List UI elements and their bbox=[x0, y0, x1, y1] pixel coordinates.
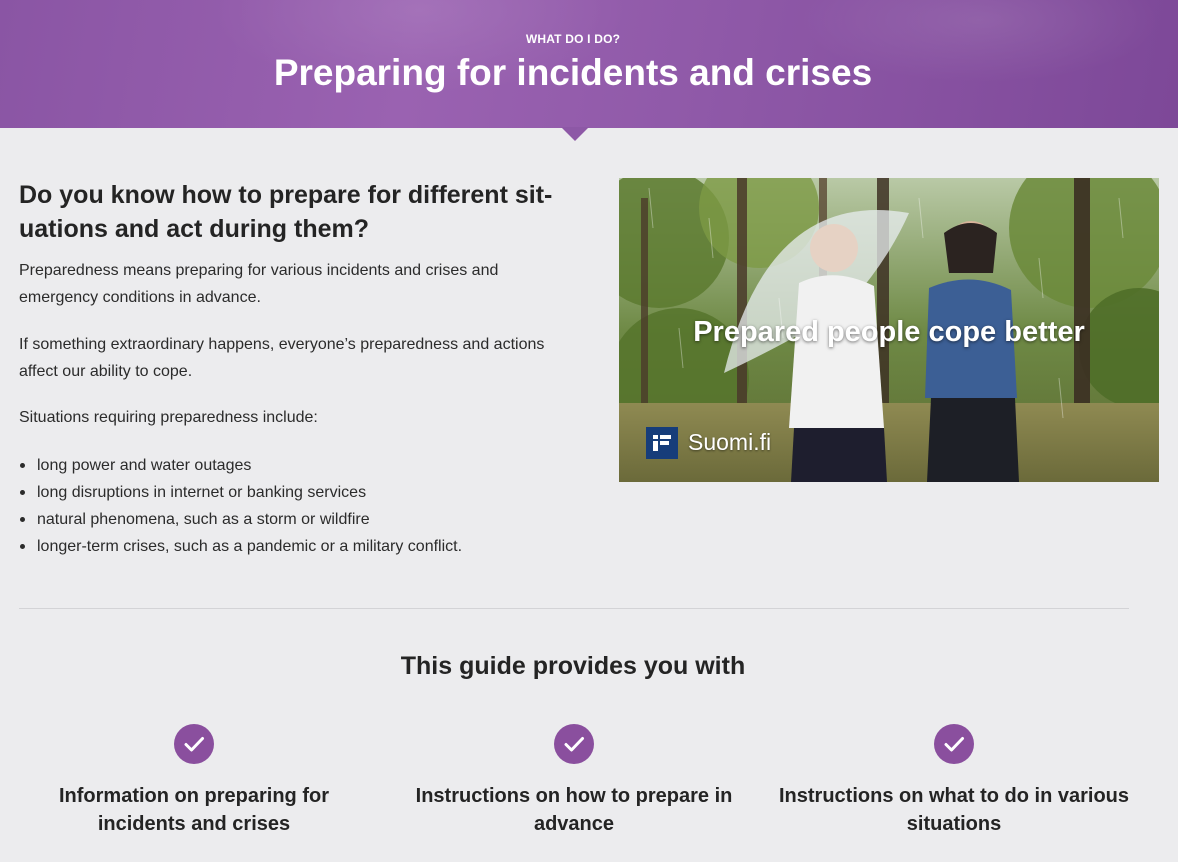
guide-item-text: Information on preparing for incidents and crises bbox=[59, 785, 329, 835]
hero-notch bbox=[561, 127, 589, 141]
list-item: long disruptions in internet or banking services bbox=[19, 479, 579, 506]
video-caption: Prepared people cope better bbox=[693, 316, 1085, 348]
guide-item-text: Instructions on how to prepare in advance bbox=[415, 785, 733, 835]
hero-eyebrow: WHAT DO I DO? bbox=[525, 32, 621, 46]
guide-heading: This guide provides you with bbox=[400, 652, 746, 680]
hero-banner bbox=[0, 0, 1178, 128]
check-icon bbox=[934, 724, 974, 764]
intro-paragraph-3: Situations requiring preparedness include: bbox=[19, 409, 318, 426]
section-divider bbox=[19, 608, 1129, 609]
video-player[interactable] bbox=[619, 178, 1159, 482]
page-title: Preparing for incidents and crises bbox=[273, 52, 873, 93]
intro-heading-text: Do you know how to prepare for different sit-uations and act during them? bbox=[19, 181, 553, 243]
suomi-fi-logo-icon bbox=[646, 427, 678, 459]
intro-paragraph-2: If something extraordinary happens, everyone’s preparedness and actions affect our ability to cope. bbox=[19, 336, 545, 380]
check-icon bbox=[174, 724, 214, 764]
intro-heading bbox=[19, 178, 579, 246]
suomi-fi-logo-text: Suomi.fi bbox=[688, 429, 772, 455]
list-item: long power and water outages bbox=[19, 452, 579, 479]
preparedness-list bbox=[19, 452, 579, 560]
check-icon bbox=[554, 724, 594, 764]
list-item: longer-term crises, such as a pandemic or a military conflict. bbox=[19, 533, 579, 560]
list-item: natural phenomena, such as a storm or wildfire bbox=[19, 506, 579, 533]
guide-item-text: Instructions on what to do in various situations bbox=[778, 785, 1129, 835]
intro-paragraph-1: Preparedness means preparing for various incidents and crises and emergency conditions in advance. bbox=[19, 262, 499, 306]
